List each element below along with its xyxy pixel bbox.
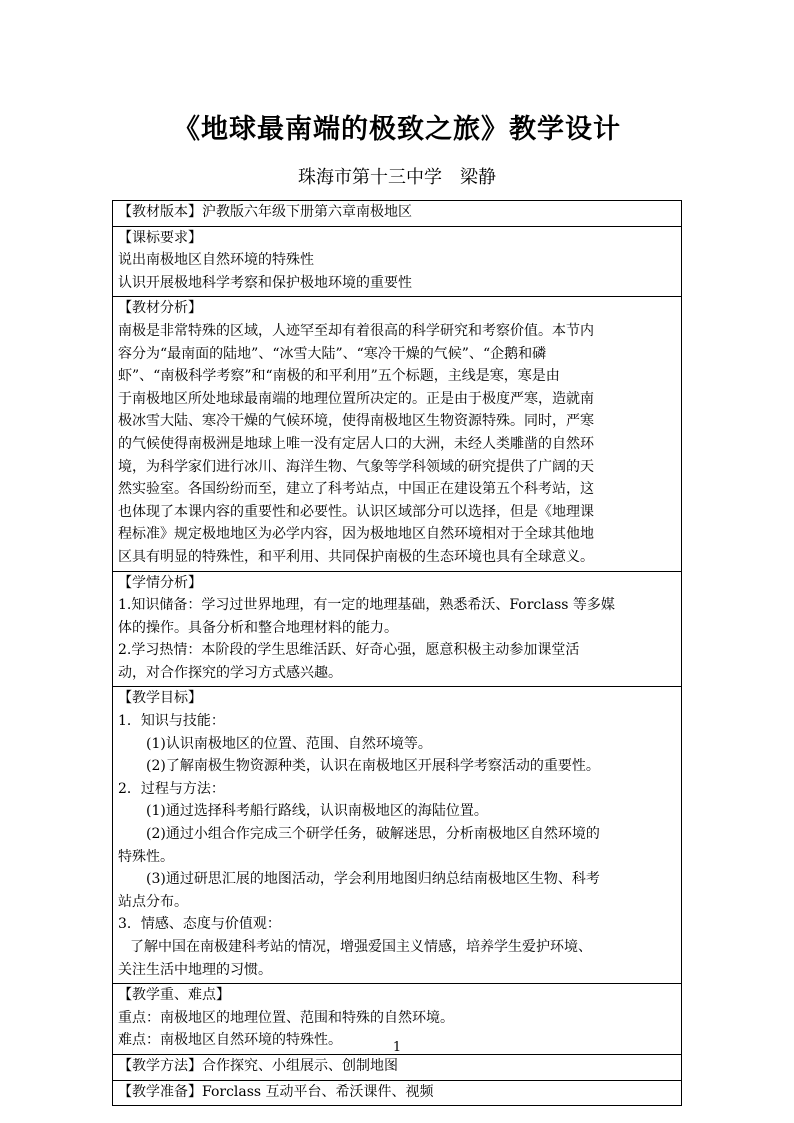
row-methods: [113, 1054, 682, 1080]
analysis-line: 境，为科学家们进行冰川、海洋生物、气象等学科领域的研究提供了广阔的天: [118, 458, 594, 475]
goals-line: 特殊性。: [118, 848, 174, 865]
goals-line: 3．情感、态度与价值观：: [118, 916, 281, 933]
goals-line: 2．过程与方法：: [118, 780, 225, 797]
keypoints-line: 难点：南极地区自然环境的特殊性。: [118, 1032, 342, 1049]
students-heading: 【学情分析】: [118, 574, 202, 591]
analysis-line: 程标准》规定极地地区为必学内容，因为极地地区自然环境相对于全球其他地: [118, 526, 594, 543]
goals-line: (2)了解南极生物资源种类，认识在南极地区开展科学考察活动的重要性。: [146, 758, 600, 775]
cell-standards: [113, 226, 682, 297]
author-name: 梁静: [460, 167, 496, 188]
standards-heading: 【课标要求】: [118, 229, 202, 246]
analysis-line: 极冰雪大陆、寒冷干燥的气候环境，使得南极地区生物资源特殊。同时，严寒: [118, 413, 594, 430]
students-line: 动，对合作探究的学习方式感兴趣。: [118, 664, 342, 681]
row-preparation: [113, 1080, 682, 1106]
row-standards: [113, 226, 682, 297]
goals-line: (1)通过选择科考船行路线，认识南极地区的海陆位置。: [146, 803, 488, 820]
goals-line: (3)通过研思汇展的地图活动，学会利用地图归纳总结南极地区生物、科考: [146, 871, 600, 888]
analysis-line: 区具有明显的特殊性，和平利用、共同保护南极的生态环境也具有全球意义。: [118, 548, 594, 565]
keypoints-heading: 【教学重、难点】: [118, 987, 230, 1004]
cell-analysis: [113, 297, 682, 571]
goals-line: 关注生活中地理的习惯。: [118, 961, 272, 978]
analysis-line: 然实验室。各国纷纷而至，建立了科考站点，中国正在建设第五个科考站，这: [118, 481, 594, 498]
goals-line: 1．知识与技能：: [118, 713, 225, 730]
analysis-line: 也体现了本课内容的重要性和必要性。认识区域部分可以选择，但是《地理课: [118, 503, 594, 520]
textbook-text: 沪教版六年级下册第六章南极地区: [202, 204, 412, 220]
methods-heading: 【教学方法】: [118, 1057, 202, 1074]
page-number: 1: [392, 1040, 402, 1055]
analysis-line: 于南极地区所处地球最南端的地理位置所决定的。正是由于极度严寒，造就南: [118, 390, 594, 407]
textbook-heading: 【教材版本】: [118, 204, 202, 220]
analysis-line: 容分为“最南面的陆地”、“冰雪大陆”、“寒冷干燥的气候”、“企鹅和磷: [118, 345, 547, 362]
methods-text: 合作探究、小组展示、创制地图: [202, 1057, 398, 1074]
students-line: 2.学习热情：本阶段的学生思维活跃、好奇心强，愿意积极主动参加课堂活: [118, 642, 580, 659]
goals-heading: 【教学目标】: [118, 690, 202, 707]
goals-line: 了解中国在南极建科考站的情况，增强爱国主义情感，培养学生爱护环境、: [130, 939, 592, 955]
lesson-plan-table: [112, 200, 682, 1106]
standards-line: 说出南极地区自然环境的特殊性: [118, 252, 314, 269]
author-school: 珠海市第十三中学: [298, 167, 442, 188]
standards-line: 认识开展极地科学考察和保护极地环境的重要性: [118, 274, 412, 291]
analysis-line: 南极是非常特殊的区域，人迹罕至却有着很高的科学研究和考察价值。本节内: [118, 322, 594, 339]
goals-line: 站点分布。: [118, 893, 188, 910]
goals-body: [118, 710, 676, 981]
students-line: 1.知识储备：学习过世界地理，有一定的地理基础，熟悉希沃、Forclass 等多媒: [118, 597, 615, 614]
analysis-line: 虾”、“南极科学考察”和“南极的和平利用”五个标题，主线是寒，寒是由: [118, 368, 560, 385]
author-line: [0, 166, 794, 190]
row-students: [113, 571, 682, 687]
document-title: 《地球最南端的极致之旅》教学设计: [173, 114, 621, 145]
analysis-heading: 【教材分析】: [118, 300, 202, 317]
cell-goals: [113, 687, 682, 984]
preparation-heading: 【教学准备】: [118, 1083, 202, 1100]
students-body: [118, 594, 676, 684]
cell-preparation: [113, 1080, 682, 1106]
cell-textbook: [113, 201, 682, 227]
goals-line: (2)通过小组合作完成三个研学任务，破解迷思，分析南极地区自然环境的: [146, 826, 600, 843]
cell-students: [113, 571, 682, 687]
cell-methods: [113, 1054, 682, 1080]
preparation-text: Forclass 互动平台、希沃课件、视频: [202, 1083, 434, 1100]
analysis-line: 的气候使得南极洲是地球上唯一没有定居人口的大洲，未经人类雕凿的自然环: [118, 435, 594, 452]
row-analysis: [113, 297, 682, 571]
row-goals: [113, 687, 682, 984]
goals-line: (1)认识南极地区的位置、范围、自然环境等。: [146, 735, 432, 752]
analysis-body: [118, 320, 676, 569]
students-line: 体的操作。具备分析和整合地理材料的能力。: [118, 619, 398, 636]
row-textbook: [113, 201, 682, 227]
keypoints-line: 重点：南极地区的地理位置、范围和特殊的自然环境。: [118, 1009, 454, 1026]
